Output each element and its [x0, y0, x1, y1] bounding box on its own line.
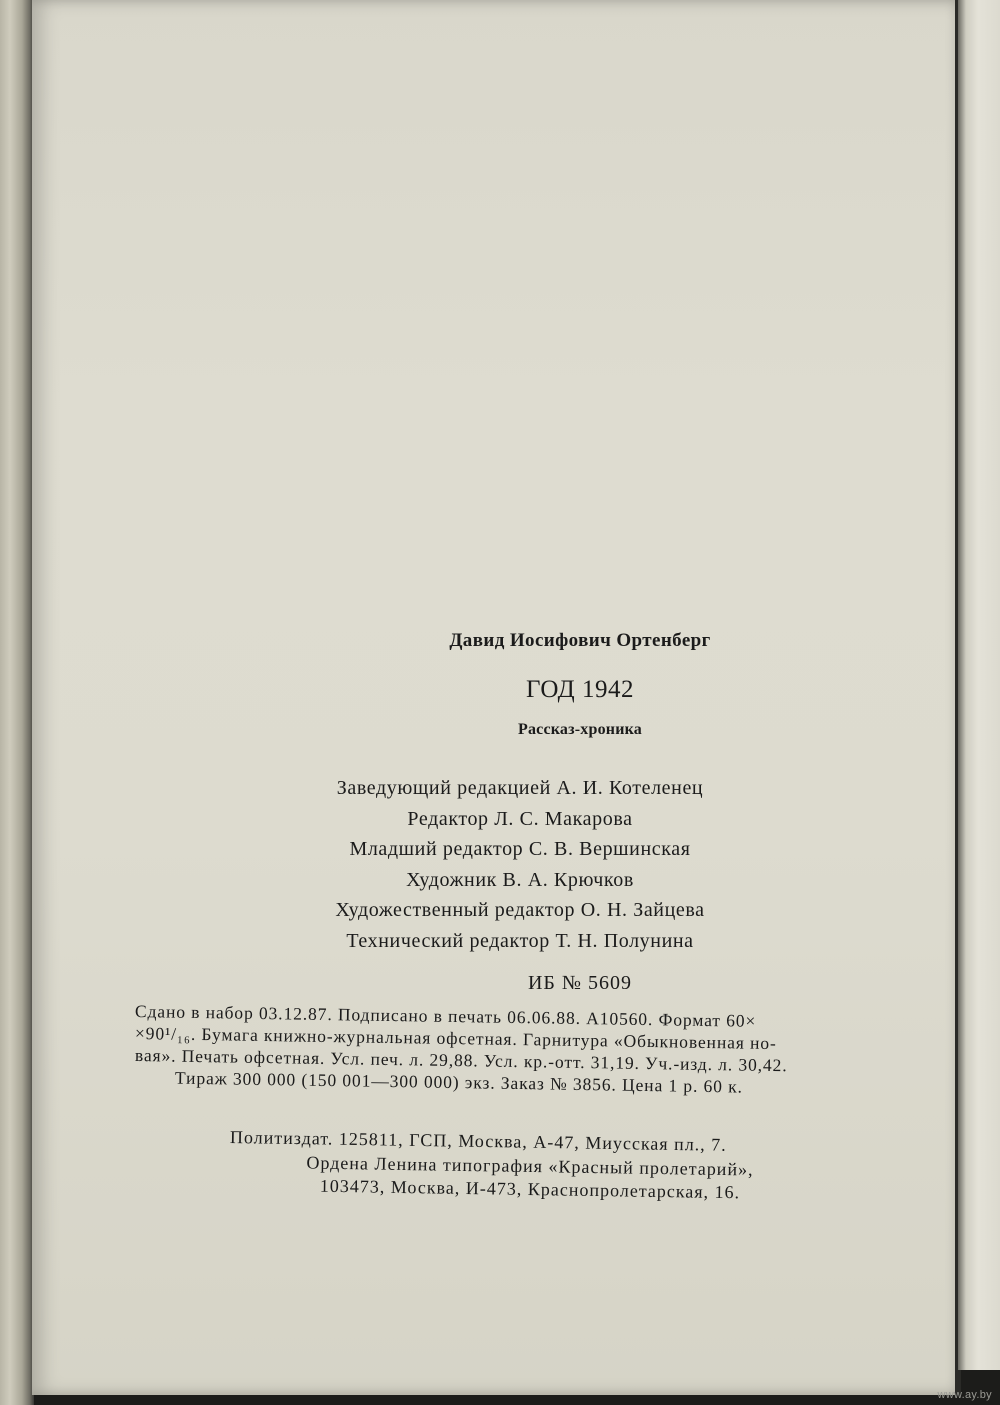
credit-line: Редактор Л. С. Макарова	[407, 807, 633, 830]
credit-line: Технический редактор Т. Н. Полунина	[346, 929, 694, 952]
publisher-address: Политиздат. 125811, ГСП, Москва, А-47, Миусская пл., 7.	[229, 1127, 727, 1155]
book-genre: Рассказ-хроника	[517, 721, 643, 738]
ib-number: ИБ № 5609	[527, 972, 632, 994]
credits-list	[270, 773, 770, 956]
credit-line: Художник В. А. Крючков	[406, 868, 634, 891]
printer-block	[250, 1152, 810, 1203]
credit-line: Младший редактор С. В. Вершинская	[349, 838, 691, 860]
imprint-line: ×90¹/₁₆. Бумага книжно-журнальная офсетная. Гарнитура «Обыкновенная но-	[134, 1023, 777, 1054]
imprint-line: Сдано в набор 03.12.87. Подписано в печать 06.06.88. А10560. Формат 60×	[134, 1001, 757, 1031]
site-watermark: www.ay.by	[937, 1389, 992, 1401]
credit-line: Художественный редактор О. Н. Зайцева	[335, 899, 705, 921]
imprint-block	[134, 1000, 915, 1097]
imprint-line: вая». Печать офсетная. Усл. печ. л. 29,88. Усл. кр.-отт. 31,19. Уч.-изд. л. 30,42.	[134, 1045, 788, 1076]
book-title: ГОД 1942	[526, 676, 634, 703]
printer-line: Ордена Ленина типография «Красный пролетарий»,	[306, 1152, 754, 1180]
imprint-line: Тираж 300 000 (150 001—300 000) экз. Заказ № 3856. Цена 1 р. 60 к.	[174, 1067, 744, 1097]
credit-line: Заведующий редакцией А. И. Котеленец	[336, 777, 704, 799]
right-page-edge	[958, 0, 1000, 1370]
printer-line: 103473, Москва, И-473, Краснопролетарская, 16.	[319, 1175, 741, 1203]
left-page-edge	[0, 0, 34, 1405]
author-name: Давид Иосифович Ортенберг	[449, 630, 711, 651]
